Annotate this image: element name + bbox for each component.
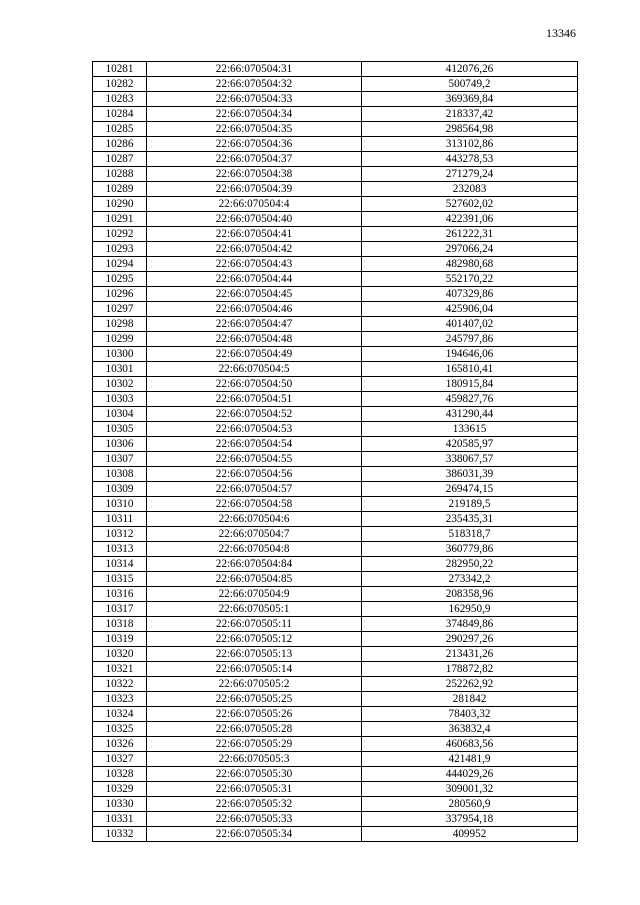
table-row: [93, 182, 578, 197]
value-cell: 338067,57: [362, 452, 578, 467]
value-cell: 369369,84: [362, 92, 578, 107]
value-cell: 552170,22: [362, 272, 578, 287]
value-cell: 213431,26: [362, 647, 578, 662]
cadastral-number-cell: 22:66:070504:9: [147, 587, 362, 602]
row-number-cell: 10297: [93, 302, 147, 317]
value-cell: 482980,68: [362, 257, 578, 272]
row-number-cell: 10305: [93, 422, 147, 437]
table-row: [93, 677, 578, 692]
row-number-cell: 10286: [93, 137, 147, 152]
value-cell: 401407,02: [362, 317, 578, 332]
cadastral-number-cell: 22:66:070505:3: [147, 752, 362, 767]
table-row: [93, 392, 578, 407]
row-number-cell: 10290: [93, 197, 147, 212]
cadastral-number-cell: 22:66:070504:7: [147, 527, 362, 542]
value-cell: 290297,26: [362, 632, 578, 647]
row-number-cell: 10299: [93, 332, 147, 347]
table-row: [93, 362, 578, 377]
table-row: [93, 377, 578, 392]
row-number-cell: 10314: [93, 557, 147, 572]
value-cell: 420585,97: [362, 437, 578, 452]
row-number-cell: 10327: [93, 752, 147, 767]
row-number-cell: 10289: [93, 182, 147, 197]
value-cell: 425906,04: [362, 302, 578, 317]
value-cell: 232083: [362, 182, 578, 197]
value-cell: 78403,32: [362, 707, 578, 722]
cadastral-number-cell: 22:66:070504:36: [147, 137, 362, 152]
table-row: [93, 542, 578, 557]
table-row: [93, 257, 578, 272]
table-row: [93, 647, 578, 662]
value-cell: 337954,18: [362, 812, 578, 827]
cadastral-number-cell: 22:66:070504:44: [147, 272, 362, 287]
table-row: [93, 482, 578, 497]
table-row: [93, 737, 578, 752]
row-number-cell: 10300: [93, 347, 147, 362]
row-number-cell: 10292: [93, 227, 147, 242]
value-cell: 374849,86: [362, 617, 578, 632]
table-row: [93, 797, 578, 812]
cadastral-number-cell: 22:66:070504:48: [147, 332, 362, 347]
row-number-cell: 10321: [93, 662, 147, 677]
row-number-cell: 10311: [93, 512, 147, 527]
table-row: [93, 692, 578, 707]
cadastral-number-cell: 22:66:070504:6: [147, 512, 362, 527]
value-cell: 194646,06: [362, 347, 578, 362]
cadastral-number-cell: 22:66:070504:50: [147, 377, 362, 392]
table-row: [93, 527, 578, 542]
cadastral-number-cell: 22:66:070505:25: [147, 692, 362, 707]
table-row: [93, 167, 578, 182]
cadastral-number-cell: 22:66:070504:38: [147, 167, 362, 182]
table-row: [93, 347, 578, 362]
table-row: [93, 62, 578, 77]
value-cell: 460683,56: [362, 737, 578, 752]
cadastral-number-cell: 22:66:070504:57: [147, 482, 362, 497]
table-row: [93, 662, 578, 677]
cadastral-number-cell: 22:66:070504:39: [147, 182, 362, 197]
value-cell: 313102,86: [362, 137, 578, 152]
table-row: [93, 212, 578, 227]
cadastral-number-cell: 22:66:070504:51: [147, 392, 362, 407]
row-number-cell: 10301: [93, 362, 147, 377]
table-row: [93, 812, 578, 827]
cadastral-number-cell: 22:66:070505:32: [147, 797, 362, 812]
table-row: [93, 302, 578, 317]
row-number-cell: 10306: [93, 437, 147, 452]
row-number-cell: 10313: [93, 542, 147, 557]
row-number-cell: 10309: [93, 482, 147, 497]
row-number-cell: 10308: [93, 467, 147, 482]
table-row: [93, 242, 578, 257]
table-row: [93, 92, 578, 107]
table-row: [93, 782, 578, 797]
table-row: [93, 722, 578, 737]
table-row: [93, 317, 578, 332]
table-row: [93, 152, 578, 167]
cadastral-number-cell: 22:66:070505:2: [147, 677, 362, 692]
row-number-cell: 10312: [93, 527, 147, 542]
row-number-cell: 10326: [93, 737, 147, 752]
value-cell: 518318,7: [362, 527, 578, 542]
value-cell: 178872,82: [362, 662, 578, 677]
cadastral-number-cell: 22:66:070504:32: [147, 77, 362, 92]
cadastral-number-cell: 22:66:070504:45: [147, 287, 362, 302]
cadastral-number-cell: 22:66:070504:42: [147, 242, 362, 257]
value-cell: 162950,9: [362, 602, 578, 617]
cadastral-number-cell: 22:66:070504:85: [147, 572, 362, 587]
table-row: [93, 617, 578, 632]
value-cell: 245797,86: [362, 332, 578, 347]
cadastral-number-cell: 22:66:070504:8: [147, 542, 362, 557]
value-cell: 219189,5: [362, 497, 578, 512]
value-cell: 180915,84: [362, 377, 578, 392]
value-cell: 500749,2: [362, 77, 578, 92]
table-row: [93, 137, 578, 152]
value-cell: 527602,02: [362, 197, 578, 212]
value-cell: 133615: [362, 422, 578, 437]
row-number-cell: 10304: [93, 407, 147, 422]
value-cell: 422391,06: [362, 212, 578, 227]
row-number-cell: 10307: [93, 452, 147, 467]
cadastral-number-cell: 22:66:070505:1: [147, 602, 362, 617]
table-row: [93, 602, 578, 617]
value-cell: 165810,41: [362, 362, 578, 377]
value-cell: 252262,92: [362, 677, 578, 692]
value-cell: 412076,26: [362, 62, 578, 77]
table-row: [93, 587, 578, 602]
cadastral-number-cell: 22:66:070505:30: [147, 767, 362, 782]
row-number-cell: 10325: [93, 722, 147, 737]
value-cell: 271279,24: [362, 167, 578, 182]
table-row: [93, 272, 578, 287]
row-number-cell: 10287: [93, 152, 147, 167]
row-number-cell: 10284: [93, 107, 147, 122]
cadastral-number-cell: 22:66:070505:31: [147, 782, 362, 797]
row-number-cell: 10315: [93, 572, 147, 587]
table-row: [93, 197, 578, 212]
value-cell: 280560,9: [362, 797, 578, 812]
value-cell: 282950,22: [362, 557, 578, 572]
table-row: [93, 287, 578, 302]
page-number: 13346: [546, 26, 576, 40]
cadastral-number-cell: 22:66:070505:34: [147, 827, 362, 842]
value-cell: 235435,31: [362, 512, 578, 527]
value-cell: 360779,86: [362, 542, 578, 557]
value-cell: 281842: [362, 692, 578, 707]
value-cell: 297066,24: [362, 242, 578, 257]
cadastral-number-cell: 22:66:070505:14: [147, 662, 362, 677]
row-number-cell: 10281: [93, 62, 147, 77]
cadastral-number-cell: 22:66:070505:33: [147, 812, 362, 827]
value-cell: 386031,39: [362, 467, 578, 482]
cadastral-number-cell: 22:66:070504:46: [147, 302, 362, 317]
cadastral-number-cell: 22:66:070505:11: [147, 617, 362, 632]
table-row: [93, 227, 578, 242]
cadastral-number-cell: 22:66:070504:34: [147, 107, 362, 122]
row-number-cell: 10328: [93, 767, 147, 782]
row-number-cell: 10331: [93, 812, 147, 827]
table-row: [93, 767, 578, 782]
cadastral-number-cell: 22:66:070504:33: [147, 92, 362, 107]
table-row: [93, 467, 578, 482]
table-row: [93, 752, 578, 767]
table-row: [93, 572, 578, 587]
row-number-cell: 10295: [93, 272, 147, 287]
row-number-cell: 10291: [93, 212, 147, 227]
table-row: [93, 122, 578, 137]
cadastral-number-cell: 22:66:070505:13: [147, 647, 362, 662]
cadastral-number-cell: 22:66:070505:28: [147, 722, 362, 737]
table-row: [93, 422, 578, 437]
table-row: [93, 827, 578, 842]
cadastral-number-cell: 22:66:070504:52: [147, 407, 362, 422]
row-number-cell: 10320: [93, 647, 147, 662]
cadastral-number-cell: 22:66:070504:53: [147, 422, 362, 437]
row-number-cell: 10310: [93, 497, 147, 512]
value-cell: 269474,15: [362, 482, 578, 497]
table-row: [93, 407, 578, 422]
value-cell: 273342,2: [362, 572, 578, 587]
row-number-cell: 10282: [93, 77, 147, 92]
row-number-cell: 10293: [93, 242, 147, 257]
table-body: [93, 62, 578, 842]
row-number-cell: 10285: [93, 122, 147, 137]
value-cell: 409952: [362, 827, 578, 842]
cadastral-number-cell: 22:66:070504:40: [147, 212, 362, 227]
table-row: [93, 632, 578, 647]
value-cell: 443278,53: [362, 152, 578, 167]
row-number-cell: 10302: [93, 377, 147, 392]
row-number-cell: 10318: [93, 617, 147, 632]
table-row: [93, 332, 578, 347]
cadastral-number-cell: 22:66:070504:47: [147, 317, 362, 332]
table-row: [93, 497, 578, 512]
cadastral-number-cell: 22:66:070504:58: [147, 497, 362, 512]
row-number-cell: 10316: [93, 587, 147, 602]
value-cell: 208358,96: [362, 587, 578, 602]
row-number-cell: 10330: [93, 797, 147, 812]
value-cell: 431290,44: [362, 407, 578, 422]
row-number-cell: 10296: [93, 287, 147, 302]
cadastral-number-cell: 22:66:070504:41: [147, 227, 362, 242]
cadastral-value-table: [92, 61, 578, 842]
row-number-cell: 10324: [93, 707, 147, 722]
row-number-cell: 10322: [93, 677, 147, 692]
value-cell: 407329,86: [362, 287, 578, 302]
row-number-cell: 10317: [93, 602, 147, 617]
row-number-cell: 10303: [93, 392, 147, 407]
value-cell: 421481,9: [362, 752, 578, 767]
row-number-cell: 10332: [93, 827, 147, 842]
value-cell: 298564,98: [362, 122, 578, 137]
value-cell: 459827,76: [362, 392, 578, 407]
table-row: [93, 557, 578, 572]
table-row: [93, 107, 578, 122]
cadastral-number-cell: 22:66:070504:49: [147, 347, 362, 362]
value-cell: 309001,32: [362, 782, 578, 797]
cadastral-number-cell: 22:66:070505:26: [147, 707, 362, 722]
row-number-cell: 10323: [93, 692, 147, 707]
row-number-cell: 10283: [93, 92, 147, 107]
table-row: [93, 437, 578, 452]
cadastral-number-cell: 22:66:070504:37: [147, 152, 362, 167]
row-number-cell: 10294: [93, 257, 147, 272]
cadastral-number-cell: 22:66:070504:43: [147, 257, 362, 272]
cadastral-number-cell: 22:66:070504:84: [147, 557, 362, 572]
cadastral-number-cell: 22:66:070504:31: [147, 62, 362, 77]
cadastral-number-cell: 22:66:070504:56: [147, 467, 362, 482]
cadastral-number-cell: 22:66:070504:5: [147, 362, 362, 377]
row-number-cell: 10298: [93, 317, 147, 332]
cadastral-number-cell: 22:66:070504:4: [147, 197, 362, 212]
cadastral-number-cell: 22:66:070505:12: [147, 632, 362, 647]
row-number-cell: 10288: [93, 167, 147, 182]
cadastral-number-cell: 22:66:070505:29: [147, 737, 362, 752]
cadastral-number-cell: 22:66:070504:55: [147, 452, 362, 467]
value-cell: 444029,26: [362, 767, 578, 782]
table-row: [93, 77, 578, 92]
cadastral-number-cell: 22:66:070504:35: [147, 122, 362, 137]
row-number-cell: 10329: [93, 782, 147, 797]
table-row: [93, 512, 578, 527]
table-row: [93, 707, 578, 722]
value-cell: 261222,31: [362, 227, 578, 242]
row-number-cell: 10319: [93, 632, 147, 647]
value-cell: 218337,42: [362, 107, 578, 122]
value-cell: 363832,4: [362, 722, 578, 737]
cadastral-number-cell: 22:66:070504:54: [147, 437, 362, 452]
table-row: [93, 452, 578, 467]
